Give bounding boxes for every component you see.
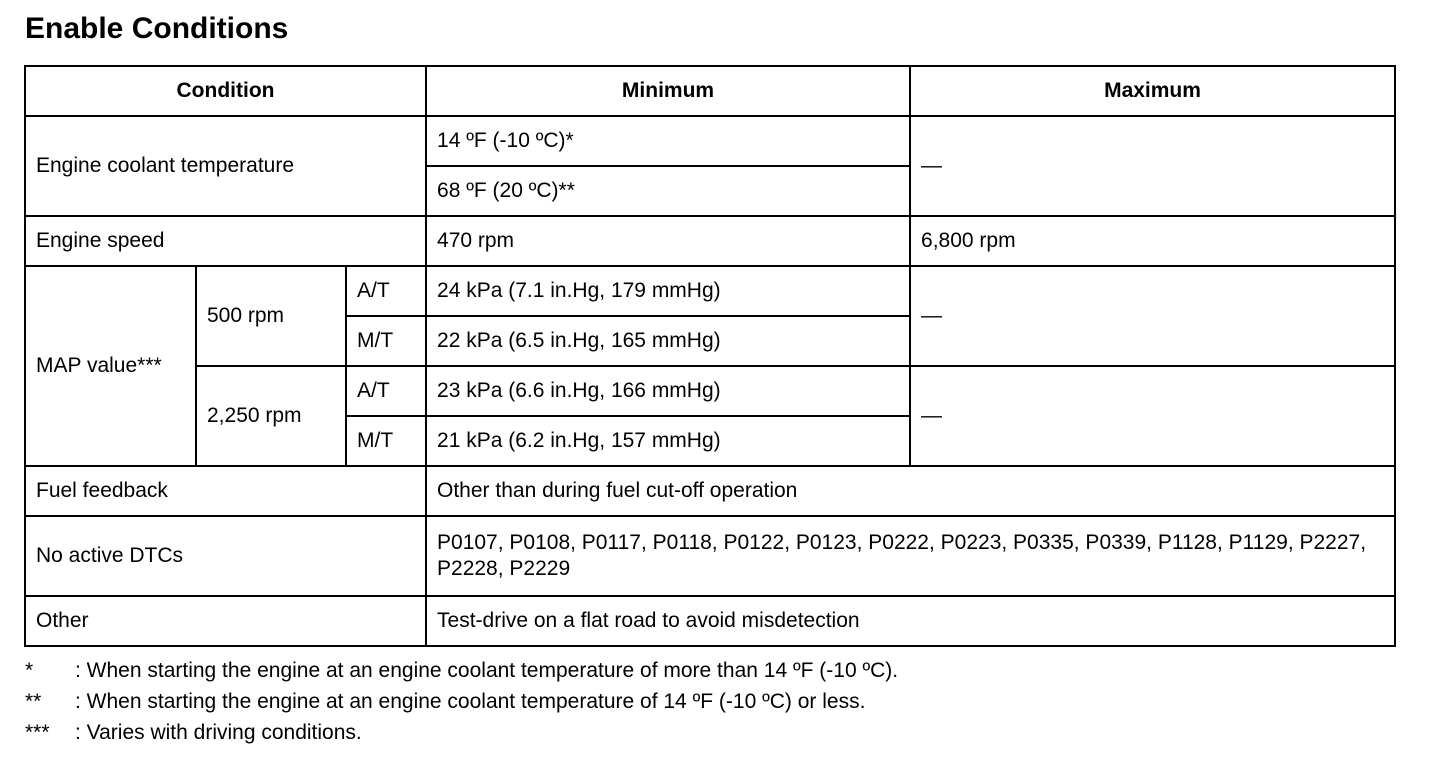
dtc-label: No active DTCs	[25, 516, 426, 596]
table-row	[25, 466, 1395, 516]
map-2250-mt: M/T	[346, 416, 426, 466]
map-rpm-500: 500 rpm	[196, 266, 346, 366]
map-rpm-2250: 2,250 rpm	[196, 366, 346, 466]
table-row	[25, 266, 1395, 316]
coolant-max: —	[910, 116, 1395, 216]
map-500-mt-min: 22 kPa (6.5 in.Hg, 165 mmHg)	[426, 316, 910, 366]
speed-max: 6,800 rpm	[910, 216, 1395, 266]
other-value: Test-drive on a flat road to avoid misdetection	[426, 596, 1395, 646]
coolant-min-2: 68 ºF (20 ºC)**	[426, 166, 910, 216]
footnote-text: : When starting the engine at an engine coolant temperature of more than 14 ºF (-10 ºC).	[75, 659, 899, 682]
map-label: MAP value***	[25, 266, 196, 466]
footnote-mark: ***	[25, 721, 50, 744]
coolant-label: Engine coolant temperature	[25, 116, 426, 216]
footnote	[25, 686, 898, 717]
map-500-max: —	[910, 266, 1395, 366]
table-row	[25, 366, 1395, 416]
speed-min: 470 rpm	[426, 216, 910, 266]
map-2250-at: A/T	[346, 366, 426, 416]
map-500-at: A/T	[346, 266, 426, 316]
footnotes	[25, 655, 898, 748]
footnote-mark: **	[25, 690, 42, 713]
table-row	[25, 516, 1395, 596]
fuel-value: Other than during fuel cut-off operation	[426, 466, 1395, 516]
map-500-at-min: 24 kPa (7.1 in.Hg, 179 mmHg)	[426, 266, 910, 316]
footnote	[25, 717, 898, 748]
page-title: Enable Conditions	[25, 12, 289, 45]
coolant-min-1: 14 ºF (-10 ºC)*	[426, 116, 910, 166]
table-row	[25, 596, 1395, 646]
footnote	[25, 655, 898, 686]
table-row	[25, 116, 1395, 166]
fuel-label: Fuel feedback	[25, 466, 426, 516]
speed-label: Engine speed	[25, 216, 426, 266]
enable-conditions-table	[24, 65, 1396, 647]
map-2250-mt-min: 21 kPa (6.2 in.Hg, 157 mmHg)	[426, 416, 910, 466]
header-minimum: Minimum	[426, 66, 910, 116]
header-condition: Condition	[25, 66, 426, 116]
map-500-mt: M/T	[346, 316, 426, 366]
table-row	[25, 216, 1395, 266]
map-2250-at-min: 23 kPa (6.6 in.Hg, 166 mmHg)	[426, 366, 910, 416]
map-2250-max: —	[910, 366, 1395, 466]
header-row	[25, 66, 1395, 116]
footnote-text: : When starting the engine at an engine coolant temperature of 14 ºF (-10 ºC) or less.	[75, 690, 866, 713]
other-label: Other	[25, 596, 426, 646]
footnote-mark: *	[25, 659, 34, 682]
footnote-text: : Varies with driving conditions.	[75, 721, 362, 744]
header-maximum: Maximum	[910, 66, 1395, 116]
dtc-value: P0107, P0108, P0117, P0118, P0122, P0123, P0222, P0223, P0335, P0339, P1128, P1129, P2227, P2228, P2229	[426, 516, 1395, 596]
